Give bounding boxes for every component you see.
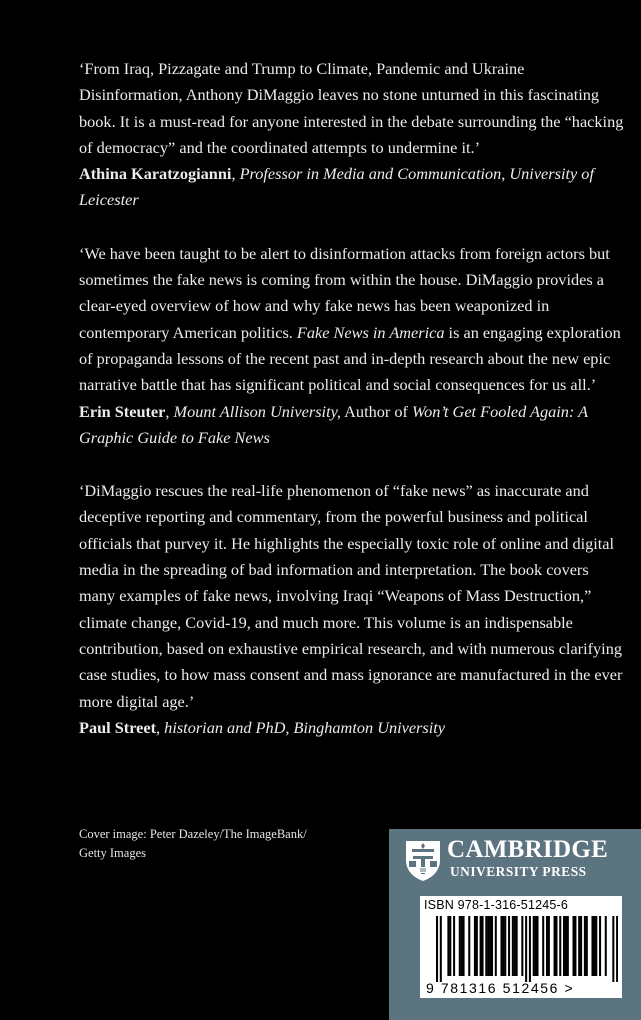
barcode-bar	[605, 916, 607, 976]
barcode-bar	[480, 916, 482, 976]
isbn-label: ISBN 978-1-316-51245-6	[424, 898, 569, 912]
barcode-bar	[612, 916, 614, 982]
endorsement-attribution	[79, 715, 624, 741]
barcode-bar	[593, 916, 595, 976]
quote-text-start: ‘We have been taught to be alert to disinformation attacks from foreign actors but sometimes the fake news is coming from within the house. DiMaggio provides a clear-eyed overview of how and why fake news has been weaponized in contemporary American politics.	[79, 243, 610, 342]
endorsement-quote	[79, 241, 624, 399]
barcode-bar	[504, 916, 506, 976]
barcode-bar	[578, 916, 580, 976]
barcode-digits: 9 781316 512456 >	[426, 980, 575, 996]
barcode-bar	[447, 916, 449, 976]
attribution-separator: ,	[231, 164, 240, 184]
barcode-bar	[529, 916, 531, 982]
endorsement-street	[79, 478, 624, 741]
barcode-bar	[536, 916, 538, 976]
endorser-name: Athina Karatzogianni	[79, 164, 232, 184]
barcode-bar	[559, 916, 561, 976]
barcode-bar	[584, 916, 586, 976]
barcode-bar	[487, 916, 489, 976]
endorsement-steuter	[79, 241, 624, 451]
barcode-bar	[521, 916, 523, 976]
attribution-separator: ,	[165, 401, 174, 421]
barcode-bar	[533, 916, 535, 976]
barcode-bar	[449, 916, 451, 976]
barcode-bar	[554, 916, 556, 976]
barcode-bar	[495, 916, 497, 976]
endorsement-attribution	[79, 399, 624, 452]
barcode-bar	[500, 916, 502, 976]
barcode-bar	[591, 916, 593, 976]
barcode-bar	[459, 916, 461, 976]
endorser-affiliation: historian and PhD, Binghamton University	[164, 717, 446, 737]
barcode-bar	[574, 916, 576, 976]
attribution-separator: ,	[156, 717, 165, 737]
endorsement-attribution	[79, 161, 624, 214]
barcode-bar	[563, 916, 565, 976]
barcode-bar	[474, 916, 476, 976]
endorser-name: Paul Street	[79, 717, 157, 737]
barcode-bar	[546, 916, 548, 976]
barcode-bar	[485, 916, 487, 976]
cover-credit-line-2: Getty Images	[79, 846, 146, 860]
publisher-subname: UNIVERSITY PRESS	[450, 864, 587, 879]
cover-credit-line-1: Cover image: Peter Dazeley/The ImageBank/	[79, 827, 307, 841]
barcode-bar	[461, 916, 463, 976]
isbn-barcode	[420, 896, 622, 998]
barcode-bar	[580, 916, 582, 976]
barcode-bar	[586, 916, 588, 976]
publisher-panel	[389, 829, 641, 1020]
cover-image-credit	[79, 825, 369, 863]
barcode-bars	[436, 916, 618, 982]
endorser-affiliation: Professor in Media and Communication, University of Leicester	[79, 164, 594, 210]
barcode-bar	[453, 916, 455, 976]
barcode-bar	[491, 916, 493, 976]
barcode-bar	[468, 916, 470, 976]
barcode-bar	[489, 916, 491, 976]
cambridge-crest-icon	[405, 840, 441, 882]
barcode-bar	[535, 916, 537, 976]
endorsement-quote: ‘DiMaggio rescues the real-life phenomenon of “fake news” as inaccurate and deceptive reporting and commentary, from the powerful business and political officials that purvey it. He highlights the especially toxic role of online and digital media in the spreading of bad information and interpretation. The book covers many examples of fake news, involving Iraqi “Weapons of Mass Destruction,” climate change, Covid-19, and much more. This volume is an indispensable contribution, based on exhaustive empirical research, and with numerous clarifying case studies, to how mass consent and mass ignorance are manufactured in the ever more digital age.’	[79, 481, 623, 711]
endorser-book-title: Won’t Get Fooled Again: A Graphic Guide to Fake News	[79, 401, 588, 447]
quote-text-end: is an engaging exploration of propaganda lessons of the recent past and in-depth research about the new epic narrative battle that has significant political and social consequences for us all.’	[79, 322, 621, 395]
endorser-affiliation: Mount Allison University,	[173, 401, 341, 421]
barcode-bar	[502, 916, 504, 976]
barcode-bar	[573, 916, 575, 976]
barcode-bar	[440, 916, 442, 982]
barcode-bar	[542, 916, 544, 976]
barcode-bar	[555, 916, 557, 976]
barcode-bar	[482, 916, 484, 976]
endorsement-quote: ‘From Iraq, Pizzagate and Trump to Climate, Pandemic and Ukraine Disinformation, Anthony DiMaggio leaves no stone unturned in this fascinating book. It is a must-read for anyone interested in the debate surrounding the “hacking of democracy” and the coordinated attempts to undermine it.’	[79, 59, 624, 157]
barcode-bar	[514, 916, 516, 976]
endorsements	[79, 56, 624, 741]
barcode-bar	[516, 916, 518, 976]
quoted-book-title: Fake News in America	[296, 322, 445, 342]
barcode-bar	[567, 916, 569, 976]
barcode-bar	[508, 916, 510, 976]
author-of-text: Author of	[341, 401, 412, 421]
endorsement-karatzogianni	[79, 56, 624, 214]
barcode-bar	[599, 916, 601, 976]
barcode-bar	[595, 916, 597, 976]
barcode-bar	[436, 916, 438, 982]
barcode-bar	[565, 916, 567, 976]
barcode-bar	[616, 916, 618, 982]
barcode-bar	[463, 916, 465, 976]
endorser-name: Erin Steuter	[79, 401, 166, 421]
barcode-bar	[525, 916, 527, 982]
barcode-bar	[512, 916, 514, 976]
publisher-name: CAMBRIDGE	[447, 836, 609, 863]
barcode-bar	[548, 916, 550, 976]
barcode-bar	[476, 916, 478, 976]
